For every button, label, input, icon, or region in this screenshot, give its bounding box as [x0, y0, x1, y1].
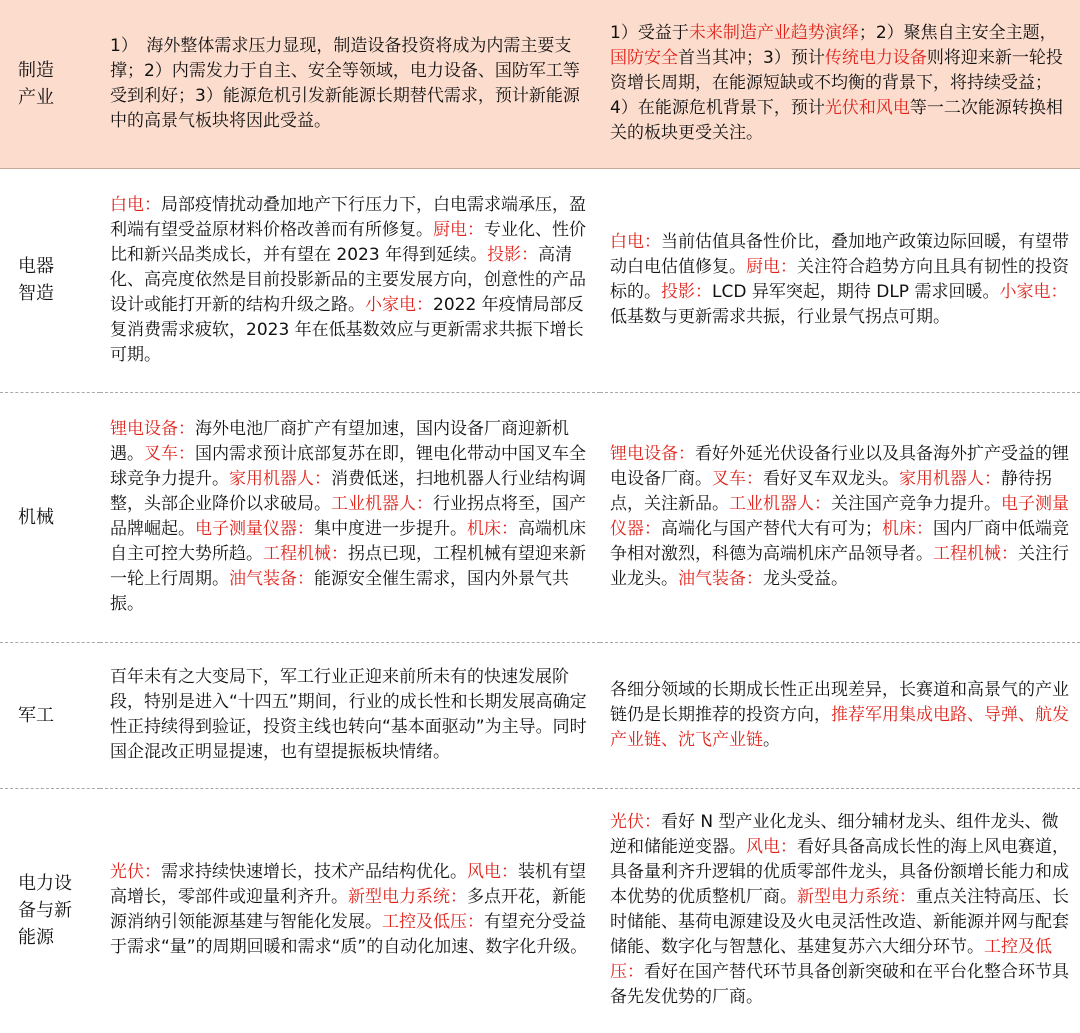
highlighted-text: 机床：	[882, 519, 933, 539]
body-text: 局部疫情扰动叠加地产下行压力下，白电需求端承压，盈利端有望受益原材料价格改善而有所修复。	[110, 194, 586, 240]
highlighted-text: 锂电设备：	[610, 444, 695, 464]
body-text: 重点关注特高压、长时储能、基荷电源建设及火电灵活性改造、新能源并网与配套储能、数字化与智慧化、基建复苏六大细分环节。	[610, 887, 1069, 958]
highlighted-text: 厨电：	[746, 257, 797, 277]
highlighted-text: 工程机械：	[933, 544, 1018, 564]
body-text: 拐点已现，工程机械有望迎来新一轮上行周期。	[110, 544, 586, 589]
body-text: 看好具备高成长性的海上风电赛道，具备量利齐升逻辑的优质零部件龙头，具备份额增长能力和成本优势的优质整机厂商。	[610, 837, 1069, 908]
body-text: 龙头受益。	[763, 569, 848, 589]
body-text: 首当其冲；3）预计	[678, 48, 825, 69]
body-text: 高清化、高亮度依然是目前投影新品的主要发展方向，创意性的产品设计或能打开新的结构升级之路。	[110, 244, 586, 315]
investment-outlook-cell	[600, 168, 1080, 392]
body-text: 。	[763, 729, 780, 750]
sector-name: 制造 产业	[18, 59, 54, 108]
sector-label	[0, 392, 100, 642]
body-text: 高端机床自主可控大势所趋。	[110, 519, 586, 564]
body-text: 当前估值具备性价比，叠加地产政策边际回暖，有望带动白电估值修复。	[610, 232, 1069, 277]
highlighted-text: 工业机器人：	[331, 494, 433, 514]
sector-name: 电器 智造	[18, 256, 54, 304]
body-text: 关注国产竞争力提升。	[831, 494, 1001, 514]
body-text: LCD 异军突起，期待 DLP 需求回暖。	[712, 282, 1000, 302]
table-row	[0, 168, 1080, 392]
highlighted-text: 工控及低压：	[610, 937, 1052, 983]
body-text: ；2）聚焦自主安全主题，	[858, 23, 1057, 44]
highlighted-text: 电子测量仪器：	[195, 519, 314, 539]
body-text: 1）受益于	[610, 23, 689, 44]
body-text: 关注符合趋势方向且具有韧性的投资标的。	[610, 257, 1069, 302]
highlighted-text: 油气装备：	[229, 569, 314, 589]
sector-name: 电力设 备与新 能源	[18, 872, 72, 948]
highlighted-text: 传统电力设备	[824, 48, 927, 69]
highlighted-text: 国防安全	[610, 48, 678, 69]
sector-label	[0, 168, 100, 392]
highlighted-text: 风电：	[746, 837, 797, 858]
sector-label	[0, 788, 100, 1032]
body-text: 国内厂商中低端竞争相对激烈，科德为高端机床产品领导者。	[610, 519, 1069, 564]
body-text: 消费低迷，扫地机器人行业结构调整，头部企业降价以求破局。	[110, 469, 586, 514]
current-situation-cell	[100, 642, 600, 788]
body-text: 看好外延光伏设备行业以及具备海外扩产受益的锂电设备厂商。	[610, 444, 1069, 489]
table-row	[0, 0, 1080, 168]
investment-outlook-cell	[600, 642, 1080, 788]
body-text: 海外电池厂商扩产有望加速，国内设备厂商迎新机遇。	[110, 419, 569, 464]
body-text: 各细分领域的长期成长性正出现差异，长赛道和高景气的产业链仍是长期推荐的投资方向，	[610, 679, 1069, 725]
body-text: 装机有望高增长，零部件或迎量利齐升。	[110, 862, 586, 908]
highlighted-text: 白电：	[610, 232, 661, 252]
highlighted-text: 油气装备：	[678, 569, 763, 589]
body-text: 静待拐点，关注新品。	[610, 469, 1052, 514]
current-situation-cell	[100, 0, 600, 168]
highlighted-text: 未来制造产业趋势演绎	[688, 23, 859, 44]
highlighted-text: 电子测量仪器：	[610, 494, 1069, 539]
sector-label	[0, 642, 100, 788]
investment-outlook-cell	[600, 392, 1080, 642]
body-text: 行业拐点将至，国产品牌崛起。	[110, 494, 586, 539]
highlighted-text: 小家电：	[365, 294, 433, 315]
body-text: 高端化与国产替代大有可为；	[661, 519, 882, 539]
body-text: 需求持续快速增长，技术产品结构优化。	[161, 862, 467, 883]
highlighted-text: 光伏：	[110, 862, 161, 883]
body-text: 则将迎来新一轮投资增长周期，在能源短缺或不均衡的背景下，将持续受益；4）在能源危机背景下，预计	[610, 48, 1063, 119]
current-situation-cell	[100, 788, 600, 1032]
body-text: 关注行业龙头。	[610, 544, 1069, 589]
highlighted-text: 锂电设备：	[110, 419, 195, 439]
highlighted-text: 机床：	[467, 519, 518, 539]
sector-label	[0, 0, 100, 168]
body-text: 看好在国产替代环节具备创新突破和在平台化整合环节具备先发优势的厂商。	[610, 962, 1069, 1008]
body-text: 看好 N 型产业化龙头、细分辅材龙头、组件龙头、微逆和储能逆变器。	[610, 812, 1059, 858]
highlighted-text: 风电：	[467, 862, 518, 883]
highlighted-text: 光伏和风电	[824, 98, 910, 119]
highlighted-text: 家用机器人：	[899, 469, 1001, 489]
body-text: 看好叉车双龙头。	[763, 469, 899, 489]
table-row	[0, 392, 1080, 642]
body-text: 能源安全催生需求，国内外景气共振。	[110, 569, 569, 614]
highlighted-text: 推荐军用集成电路、导弹、航发产业链、沈飞产业链	[610, 704, 1069, 750]
body-text: 国内需求预计底部复苏在即，锂电化带动中国叉车全球竞争力提升。	[110, 444, 586, 489]
highlighted-text: 新型电力系统：	[348, 887, 467, 908]
investment-outlook-cell	[600, 0, 1080, 168]
highlighted-text: 白电：	[110, 194, 161, 215]
body-text: 2022 年疫情局部反复消费需求疲软，2023 年在低基数效应与更新需求共振下增长可期。	[110, 294, 584, 365]
body-text: 集中度进一步提升。	[314, 519, 467, 539]
table-row	[0, 642, 1080, 788]
highlighted-text: 投影：	[661, 282, 712, 302]
body-text: 低基数与更新需求共振，行业景气拐点可期。	[610, 307, 950, 327]
body-text: 多点开花，新能源消纳引领能源基建与智能化发展。	[110, 887, 586, 933]
highlighted-text: 小家电：	[999, 282, 1068, 302]
table-row	[0, 788, 1080, 1032]
highlighted-text: 工程机械：	[263, 544, 348, 564]
sector-name: 军工	[18, 704, 54, 726]
sector-name: 机械	[18, 506, 54, 528]
highlighted-text: 厨电：	[433, 219, 484, 240]
highlighted-text: 光伏：	[610, 812, 661, 833]
highlighted-text: 投影：	[487, 244, 539, 265]
current-situation-cell	[100, 392, 600, 642]
body-text: 有望充分受益于需求“量”的周期回暖和需求“质”的自动化加速、数字化升级。	[110, 912, 588, 958]
highlighted-text: 新型电力系统：	[797, 887, 916, 908]
current-situation-cell	[100, 168, 600, 392]
highlighted-text: 工控及低压：	[382, 912, 484, 933]
highlighted-text: 叉车：	[144, 444, 195, 464]
highlighted-text: 家用机器人：	[229, 469, 331, 489]
investment-outlook-cell	[600, 788, 1080, 1032]
body-text: 百年未有之大变局下，军工行业正迎来前所未有的快速发展阶段，特别是进入“十四五”期间，行业的成长性和长期发展高确定性正持续得到验证，投资主线也转向“基本面驱动”为主导。同时国企混改正明显提速，也有望提振板块情绪。	[110, 667, 587, 762]
highlighted-text: 工业机器人：	[729, 494, 831, 514]
body-text: 1） 海外整体需求压力显现，制造设备投资将成为内需主要支撑；2）内需发力于自主、安全等领域，电力设备、国防军工等受到利好；3）能源危机引发新能源长期替代需求，预计新能源中的高景气板块将因此受益。	[110, 35, 580, 131]
highlighted-text: 叉车：	[712, 469, 763, 489]
body-text: 专业化、性价比和新兴品类成长，并有望在 2023 年得到延续。	[110, 219, 586, 265]
body-text: 等一二次能源转换相关的板块更受关注。	[610, 98, 1063, 144]
